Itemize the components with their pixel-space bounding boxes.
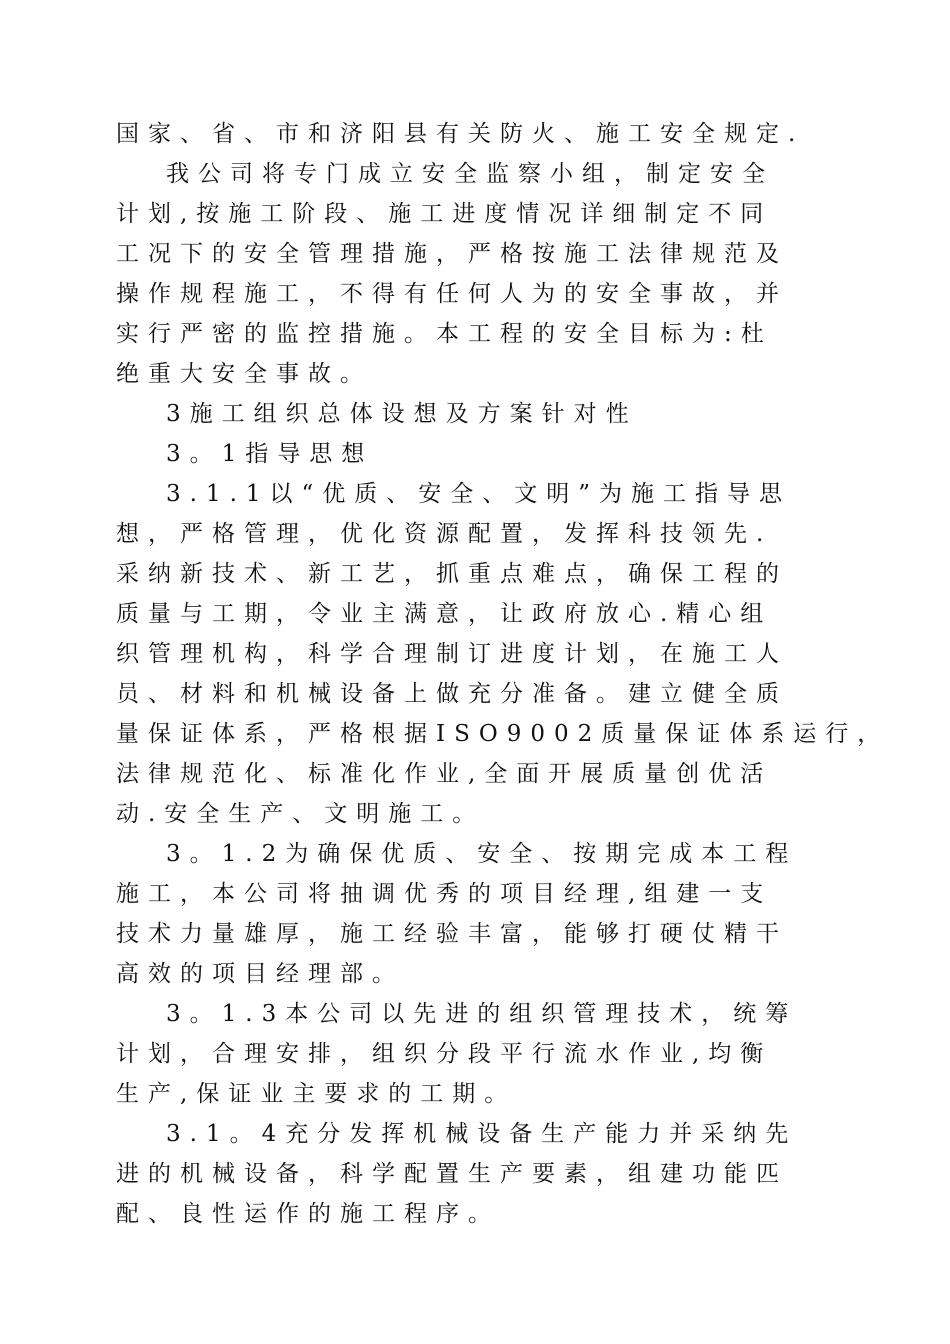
text-line: 采纳新技术、新工艺，抓重点难点，确保工程的: [116, 561, 788, 587]
text-line: 国家、省、市和济阳县有关防火、施工安全规定.: [116, 121, 805, 147]
text-line: 计划,按施工阶段、施工进度情况详细制定不同: [116, 201, 773, 227]
text-line: 员、材料和机械设备上做充分准备。建立健全质: [116, 681, 788, 707]
text-line: 高效的项目经理部。: [116, 961, 404, 987]
text-line: 计划，合理安排，组织分段平行流水作业,均衡: [116, 1041, 773, 1067]
text-line: 想，严格管理，优化资源配置，发挥科技领先.: [116, 521, 773, 547]
text-line: 法律规范化、标准化作业,全面开展质量创优活: [116, 761, 773, 787]
text-line: 质量与工期，令业主满意，让政府放心.精心组: [116, 601, 773, 627]
text-line: 操作规程施工，不得有任何人为的安全事故，并: [116, 281, 788, 307]
text-line: 3。1.3本公司以先进的组织管理技术，统筹: [166, 1001, 798, 1027]
text-line: 织管理机构，科学合理制订进度计划，在施工人: [116, 641, 788, 667]
text-line: 我公司将专门成立安全监察小组，制定安全: [166, 161, 774, 187]
text-line: 3。1.2为确保优质、安全、按期完成本工程: [166, 841, 798, 867]
section-heading: 3施工组织总体设想及方案针对性: [166, 401, 638, 427]
text-line: 工况下的安全管理措施，严格按施工法律规范及: [116, 241, 788, 267]
subsection-heading: 3。1指导思想: [166, 441, 374, 467]
text-line: 施工，本公司将抽调优秀的项目经理,组建一支: [116, 881, 773, 907]
text-line: 实行严密的监控措施。本工程的安全目标为:杜: [116, 321, 773, 347]
text-line: 绝重大安全事故。: [116, 361, 372, 387]
text-line: 进的机械设备，科学配置生产要素，组建功能匹: [116, 1161, 788, 1187]
text-line: 配、良性运作的施工程序。: [116, 1201, 500, 1227]
text-line: 量保证体系，严格根据ISO9002质量保证体系运行，: [116, 721, 890, 747]
text-line: 生产,保证业主要求的工期。: [116, 1081, 517, 1107]
text-line: 技术力量雄厚，施工经验丰富，能够打硬仗精干: [116, 921, 788, 947]
text-line: 3.1.1以“优质、安全、文明”为施工指导思: [166, 481, 792, 507]
text-line: 动.安全生产、文明施工。: [116, 801, 485, 827]
text-line: 3.1。4充分发挥机械设备生产能力并采纳先: [166, 1121, 798, 1147]
